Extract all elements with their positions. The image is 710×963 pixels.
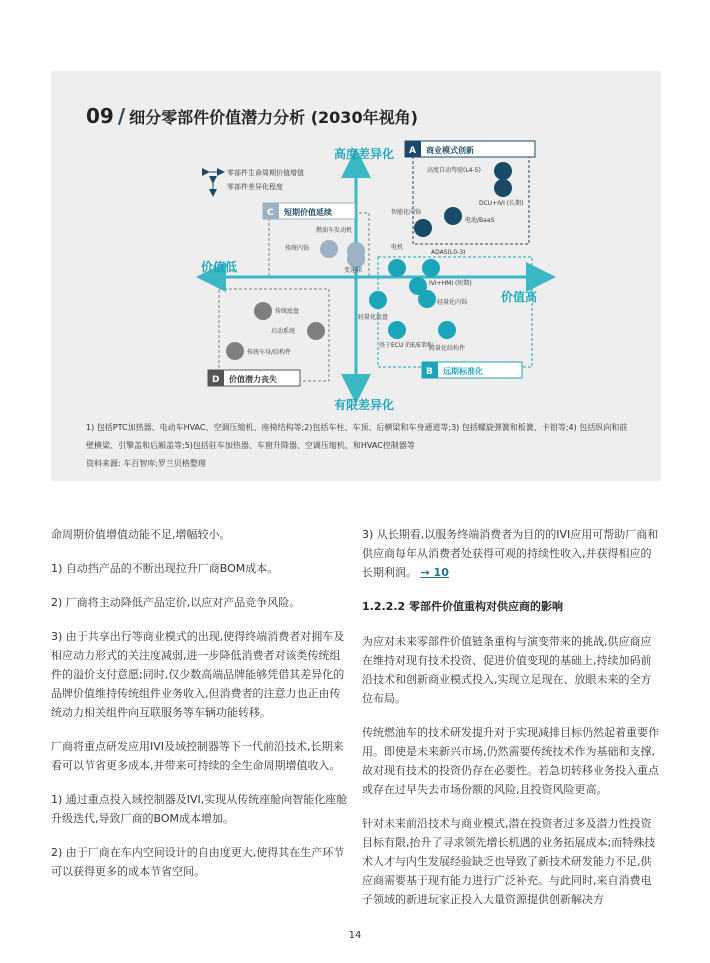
component-light-interior-label: 轻量化内饰	[437, 299, 468, 306]
svg-text:价值潜力丧失: 价值潜力丧失	[229, 375, 277, 384]
figure-number: 09	[86, 104, 114, 128]
paragraph: 3) 由于共享出行等商业模式的出现,使得终端消费者对拥车及相应动力形式的关注度减弱,进一步降低消费者对该类传统组件的溢价支付意愿;同时,仅少数高端品牌能够凭借其差异化的品牌价值维持传统组件业务收入,但消费者的注意力也正由传统动力相关组件向互联服务等车辆功能转移。	[51, 630, 345, 719]
component-gearbox-dot	[347, 250, 365, 268]
paragraph: 2) 厂商将主动降低产品定价,以应对产品竞争风险。	[51, 596, 301, 609]
paragraph: 命周期价值增值动能不足,增幅较小。	[51, 528, 231, 541]
paragraph: 2) 由于厂商在车内空间设计的自由度更大,使得其在生产环节可以获得更多的成本节省空间。	[51, 846, 345, 878]
component-motor-dot	[388, 259, 406, 277]
component-trad-chassis-dot	[254, 302, 272, 320]
component-starter-dot	[307, 322, 325, 340]
svg-text:短期价值延续: 短期价值延续	[284, 208, 332, 217]
component-motor-label: 电机	[391, 244, 404, 251]
component-smart-seat-label: 智能化内饰	[391, 209, 422, 216]
figure-footnote: 1) 包括PTC加热器、电动车HVAC、空调压缩机、座椅结构等;2)包括车柱、车顶、后横梁和车身通道等;3) 包括螺旋弹簧和板簧、卡钳等;4) 包括纵向和前壁横梁、引擎盖和后厢盖等;5)包括驻车加热器、车窗升降器、空调压缩机、和HVAC控制器等	[86, 423, 628, 450]
component-battery-dot	[444, 207, 462, 225]
svg-text:D: D	[212, 375, 220, 385]
svg-text:C: C	[267, 208, 274, 218]
component-starter-label: 启动系统	[271, 328, 296, 335]
quadrant-c-label	[263, 203, 355, 219]
figure-title-slash: /	[117, 104, 126, 128]
page-number: 14	[348, 930, 362, 941]
paragraph: 传统燃油车的技术研发提升对于实现减排目标仍然起着重要作用。即使是未来新兴市场,仍然需要传统技术作为基础和支撑,故对现有技术的投资仍存在必要性。若急切转移业务投入重点或存在过早失去市场份额的风险,且投资风险更高。	[362, 726, 659, 796]
component-trad-body-label: 传统车身/结构件	[247, 349, 292, 356]
component-trad-interior-dot	[320, 240, 338, 258]
paragraph-text: 3) 从长期看,以服务终端消费者为目的的IVI应用可帮助厂商和供应商每年从消费者处获得可观的持续性收入,并获得相应的长期利润。	[362, 528, 659, 579]
component-gearbox-label: 变速箱	[344, 267, 363, 274]
section-heading: 1.2.2.2 零部件价值重构对供应商的影响	[362, 600, 563, 613]
svg-text:远期标准化: 远期标准化	[443, 367, 483, 376]
figure	[51, 71, 661, 481]
component-light-structure-dot	[438, 321, 456, 339]
figure-title-text: 细分零部件价值潜力分析 (2030年视角)	[129, 108, 418, 127]
right-column	[362, 525, 662, 924]
paragraph	[362, 525, 662, 582]
component-ecu-label: 基于ECU 的E/E架构	[379, 342, 433, 349]
left-column	[51, 525, 351, 896]
paragraph: 为应对未来零部件价值链条重构与演变带来的挑战,供应商应在维持对现有技术投资、促进价值变现的基础上,持续加码前沿技术和创新商业模式投入,实现立足现在、放眼未来的全方位布局。	[362, 635, 652, 705]
component-adas-label: ADAS(L0-3)	[431, 249, 466, 256]
component-light-interior-dot	[418, 290, 436, 308]
component-light-chassis-label: 轻量化底盘	[358, 314, 389, 321]
component-battery-label: 电池/BaaS	[465, 217, 495, 224]
figure-10-link[interactable]: → 10	[420, 566, 449, 579]
quadrant-b-label	[422, 362, 522, 378]
paragraph: 厂商将重点研发应用IVI及域控制器等下一代前沿技术,长期来看可以节省更多成本,并带来可持续的全生命周期增值收入。	[51, 740, 344, 772]
component-trad-chassis-label: 传统底盘	[275, 308, 300, 315]
component-autonomous-label: 高度自动驾驶(L4-5)	[427, 167, 481, 174]
paragraph: 1) 通过重点投入域控制器及IVI,实现从传统座舱向智能化座舱升级迭代,导致厂商的BOM成本增加。	[51, 793, 348, 825]
component-trad-body-dot	[226, 342, 244, 360]
svg-text:A: A	[409, 146, 416, 156]
quadrant-d-label	[208, 370, 300, 386]
axis-label-right: 价值高	[501, 290, 538, 304]
component-ecu-dot	[388, 321, 406, 339]
figure-notes	[86, 419, 631, 473]
component-trad-interior-label: 传统内饰	[285, 245, 310, 252]
svg-text:商业模式创新: 商业模式创新	[426, 146, 474, 155]
svg-text:B: B	[426, 367, 433, 377]
component-light-chassis-dot	[369, 291, 387, 309]
component-smart-seat-dot	[414, 219, 432, 237]
component-light-structure-label: 轻量化结构件	[429, 345, 466, 352]
quadrant-a-label	[405, 141, 535, 157]
axis-label-left: 价值低	[201, 260, 238, 274]
paragraph: 针对未来前沿技术与商业模式,潜在投资者过多及潜力性投资目标有限,抬升了寻求领先增长机遇的业务拓展成本;而特殊技术人才与内生发展经验缺乏也导致了新技术研发能力不足,供应商需要基于现有能力进行广泛补充。与此同时,来自消费电子领域的新进玩家正投入大量资源提供创新解决方	[362, 817, 656, 906]
axis-label-bottom: 有限差异化	[334, 398, 395, 412]
legend-differentiation: 零部件差异化程度	[227, 183, 283, 191]
component-ivi-hmi-label: IVI+HMI (短期)	[429, 280, 472, 287]
legend-lifecycle: 零部件生命周期价值增值	[227, 169, 304, 177]
component-engine-label: 燃油车发动机	[316, 227, 353, 234]
component-dcu-ivi-dot	[494, 179, 512, 197]
component-autonomous-dot	[494, 162, 512, 180]
component-adas-dot	[422, 259, 440, 277]
figure-source: 资料来源: 车百智库;罗兰贝格整理	[86, 459, 206, 468]
paragraph: 1) 自动挡产品的不断出现拉升厂商BOM成本。	[51, 562, 279, 575]
component-dcu-ivi-label: DCU+IVI (长期)	[479, 200, 524, 207]
axis-label-top: 高度差异化	[334, 147, 395, 161]
